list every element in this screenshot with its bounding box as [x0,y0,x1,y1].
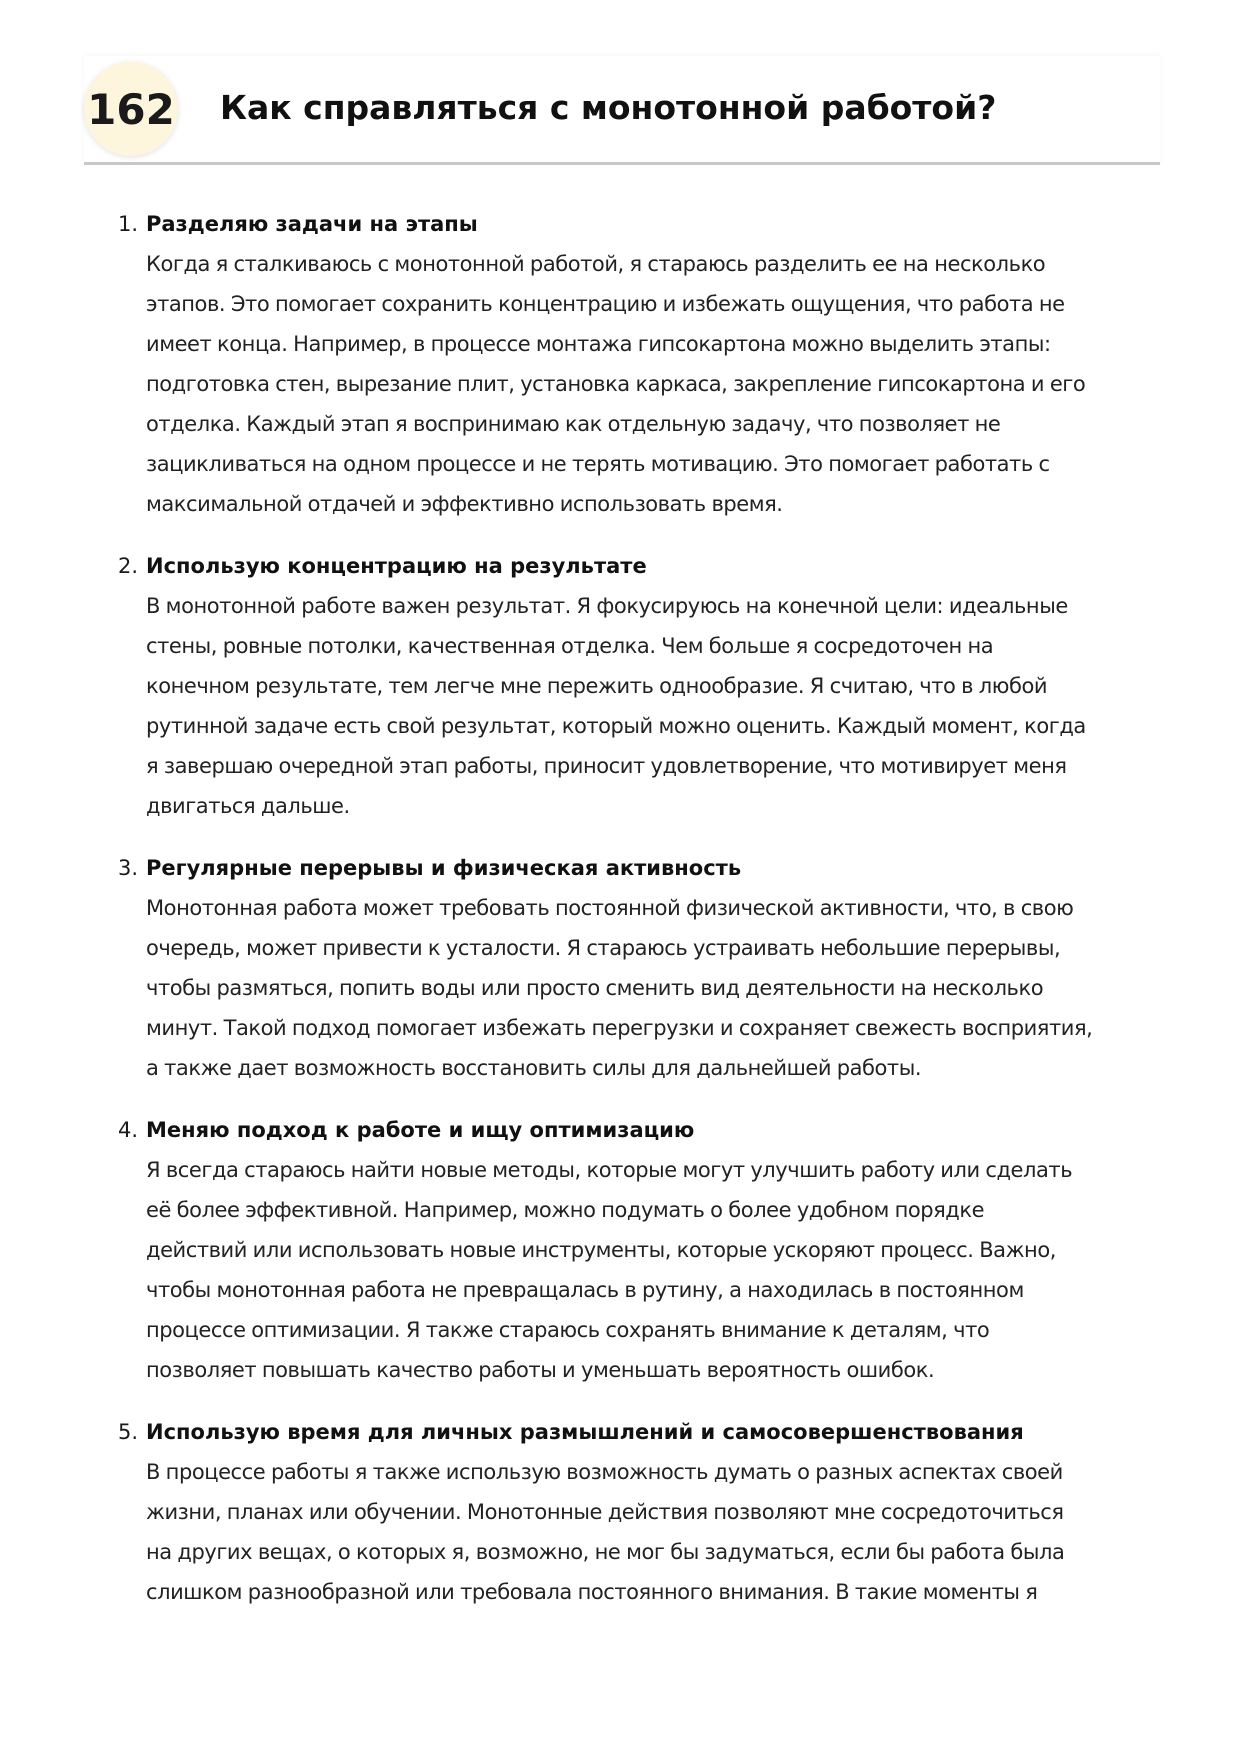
question-number-badge: 162 [84,62,178,156]
body-line: Монотонная работа может требовать постоянной физической активности, что, в свою [146,896,1074,920]
body-line: жизни, планах или обучении. Монотонные действия позволяют мне сосредоточиться [146,1500,1064,1524]
item-heading: Использую время для личных размышлений и самосовершенствования [146,1420,1024,1444]
body-line: В процессе работы я также использую возможность думать о разных аспектах своей [146,1460,1063,1484]
item-number: 5. [118,1420,139,1444]
body-line: очередь, может привести к усталости. Я стараюсь устраивать небольшие перерывы, [146,936,1061,960]
body-line: процессе оптимизации. Я также стараюсь сохранять внимание к деталям, что [146,1318,990,1342]
list-item [118,204,1163,524]
item-body [146,888,1163,1088]
item-heading: Разделяю задачи на этапы [146,212,478,236]
body-line: её более эффективной. Например, можно подумать о более удобном порядке [146,1198,985,1222]
item-heading: Меняю подход к работе и ищу оптимизацию [146,1118,695,1142]
item-heading: Регулярные перерывы и физическая активность [146,856,742,880]
page-header [84,56,1160,165]
body-line: Когда я сталкиваюсь с монотонной работой, я стараюсь разделить ее на несколько [146,252,1046,276]
body-line: имеет конца. Например, в процессе монтажа гипсокартона можно выделить этапы: [146,332,1051,356]
body-line: зацикливаться на одном процессе и не терять мотивацию. Это помогает работать с [146,452,1050,476]
item-body [146,586,1163,826]
body-line: минут. Такой подход помогает избежать перегрузки и сохраняет свежесть восприятия, [146,1016,1093,1040]
item-body [146,1150,1163,1390]
body-line: максимальной отдачей и эффективно использовать время. [146,492,783,516]
body-line: В монотонной работе важен результат. Я фокусируюсь на конечной цели: идеальные [146,594,1068,618]
body-line: а также дает возможность восстановить силы для дальнейшей работы. [146,1056,922,1080]
body-line: чтобы монотонная работа не превращалась в рутину, а находилась в постоянном [146,1278,1024,1302]
answer-list [118,204,1163,1634]
body-line: я завершаю очередной этап работы, приносит удовлетворение, что мотивирует меня [146,754,1067,778]
body-line: слишком разнообразной или требовала постоянного внимания. В такие моменты я [146,1580,1038,1604]
item-number: 1. [118,212,139,236]
item-body [146,244,1163,524]
item-number: 4. [118,1118,139,1142]
body-line: двигаться дальше. [146,794,350,818]
item-number: 2. [118,554,139,578]
body-line: рутинной задаче есть свой результат, который можно оценить. Каждый момент, когда [146,714,1086,738]
body-line: стены, ровные потолки, качественная отделка. Чем больше я сосредоточен на [146,634,994,658]
body-line: этапов. Это помогает сохранить концентрацию и избежать ощущения, что работа не [146,292,1065,316]
body-line: позволяет повышать качество работы и уменьшать вероятность ошибок. [146,1358,935,1382]
list-item [118,546,1163,826]
list-item [118,1412,1163,1612]
body-line: Я всегда стараюсь найти новые методы, которые могут улучшить работу или сделать [146,1158,1073,1182]
body-line: чтобы размяться, попить воды или просто сменить вид деятельности на несколько [146,976,1044,1000]
item-body [146,1452,1163,1612]
body-line: подготовка стен, вырезание плит, установка каркаса, закрепление гипсокартона и его [146,372,1086,396]
item-number: 3. [118,856,139,880]
list-item [118,1110,1163,1390]
page-title: Как справляться с монотонной работой? [220,88,997,127]
list-item [118,848,1163,1088]
body-line: конечном результате, тем легче мне пережить однообразие. Я считаю, что в любой [146,674,1048,698]
body-line: на других вещах, о которых я, возможно, не мог бы задуматься, если бы работа была [146,1540,1065,1564]
body-line: действий или использовать новые инструменты, которые ускоряют процесс. Важно, [146,1238,1056,1262]
body-line: отделка. Каждый этап я воспринимаю как отдельную задачу, что позволяет не [146,412,1001,436]
item-heading: Использую концентрацию на результате [146,554,647,578]
